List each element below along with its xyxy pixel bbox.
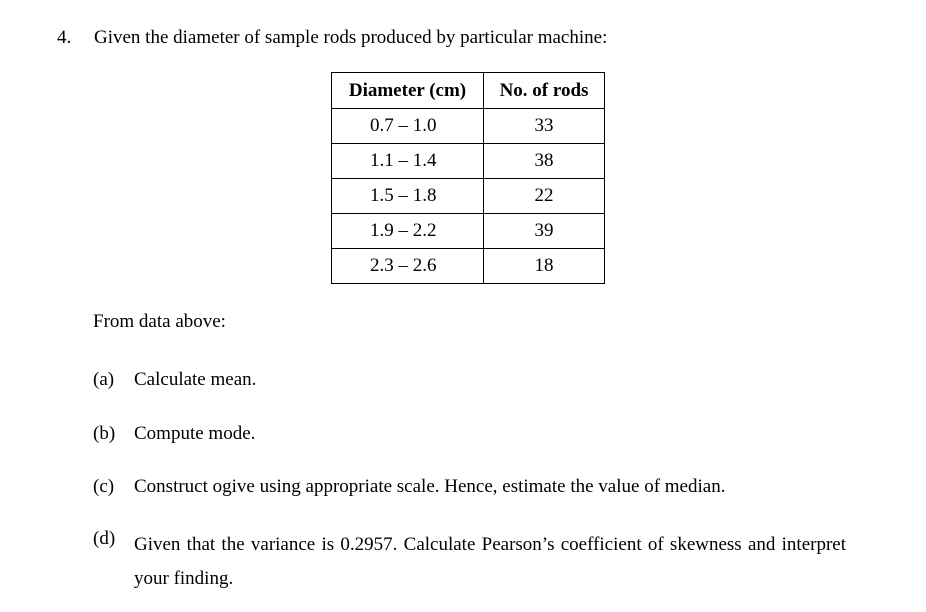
- question-number: 4.: [57, 27, 72, 48]
- cell-rods: 33: [484, 109, 605, 144]
- cell-diameter: 2.3 – 2.6: [332, 249, 484, 284]
- part-d-label: (d): [93, 528, 116, 549]
- cell-rods: 39: [484, 214, 605, 249]
- table-row: [332, 214, 605, 249]
- header-diameter: Diameter (cm): [332, 73, 484, 109]
- question-text: Given the diameter of sample rods produced by particular machine:: [94, 27, 608, 48]
- part-b-text: Compute mode.: [134, 423, 256, 444]
- cell-rods: 38: [484, 144, 605, 179]
- intro-text: From data above:: [93, 311, 226, 332]
- header-rods: No. of rods: [484, 73, 605, 109]
- table-row: [332, 109, 605, 144]
- cell-rods: 22: [484, 179, 605, 214]
- part-b-label: (b): [93, 423, 116, 444]
- table-header-row: [332, 73, 605, 109]
- part-c-label: (c): [93, 476, 115, 497]
- cell-rods: 18: [484, 249, 605, 284]
- table-row: [332, 144, 605, 179]
- table-row: [332, 249, 605, 284]
- cell-diameter: 0.7 – 1.0: [332, 109, 484, 144]
- cell-diameter: 1.1 – 1.4: [332, 144, 484, 179]
- part-c-text: Construct ogive using appropriate scale. Hence, estimate the value of median.: [134, 476, 726, 497]
- part-a-text: Calculate mean.: [134, 369, 257, 390]
- part-a-label: (a): [93, 369, 115, 390]
- part-d-text: Given that the variance is 0.2957. Calculate Pearson’s coefficient of skewness and interpret your finding.: [134, 534, 846, 589]
- cell-diameter: 1.9 – 2.2: [332, 214, 484, 249]
- frequency-table: [331, 72, 605, 284]
- table-row: [332, 179, 605, 214]
- cell-diameter: 1.5 – 1.8: [332, 179, 484, 214]
